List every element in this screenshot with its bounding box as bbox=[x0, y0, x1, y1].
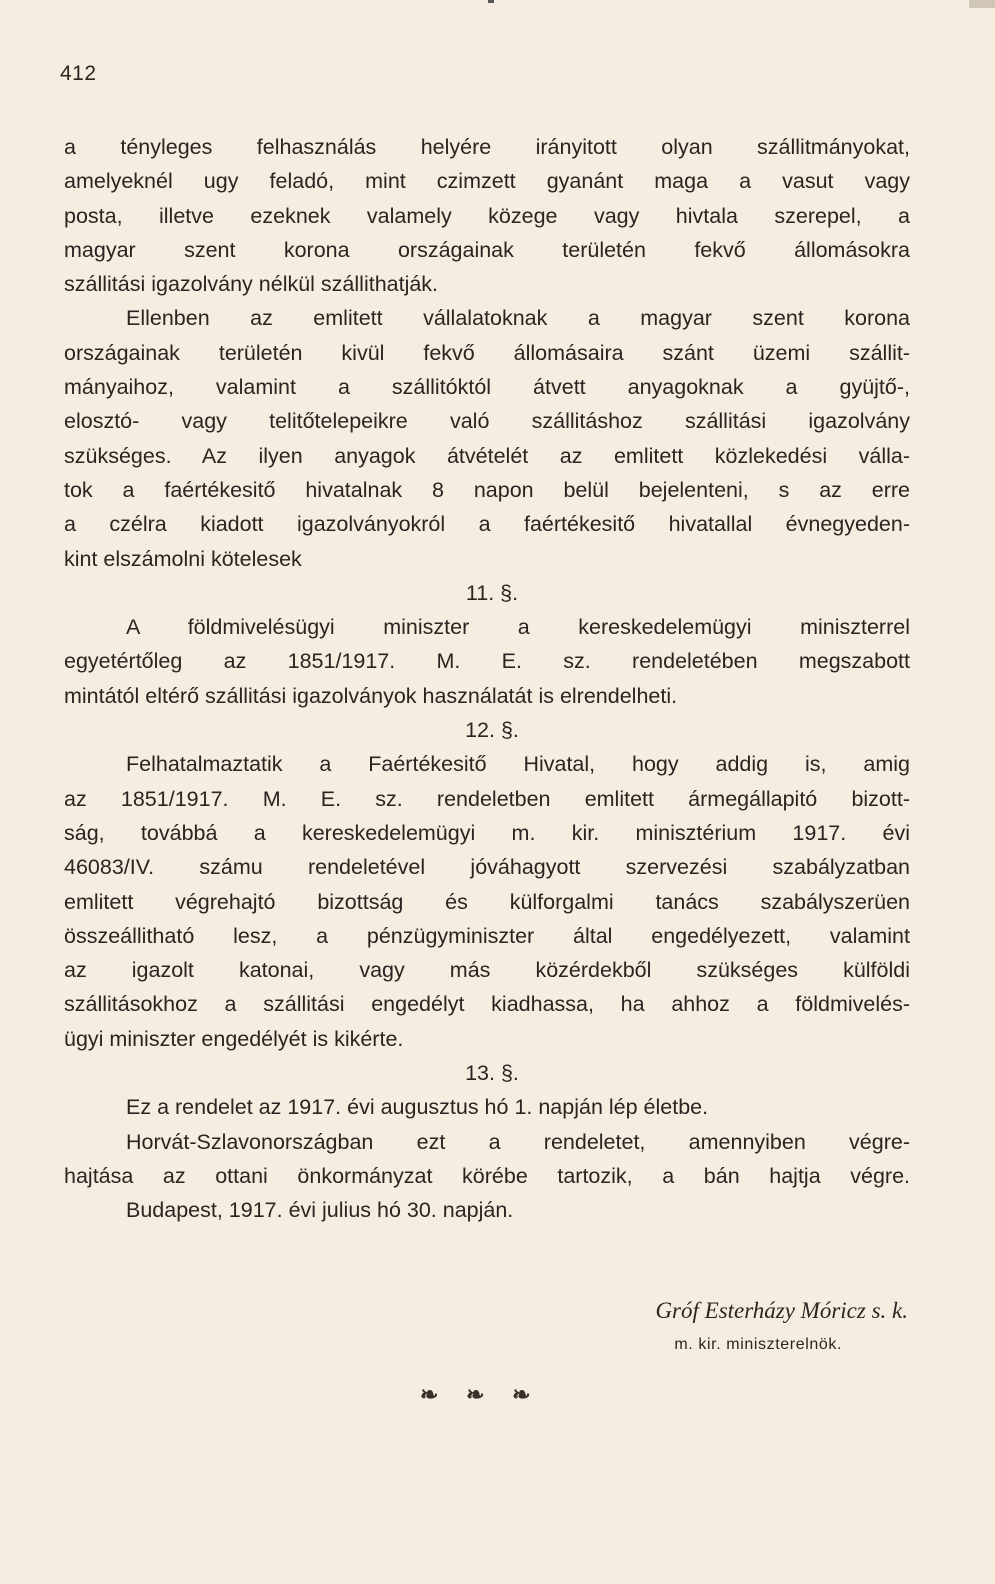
text-line: szállitási igazolvány nélkül szállithatják. bbox=[64, 272, 439, 297]
text-line: A földmivelésügyi miniszter a kereskedelemügyi miniszterrel bbox=[126, 615, 910, 640]
text-line: tok a faértékesitő hivatalnak 8 napon belül bejelenteni, s az erre bbox=[64, 477, 910, 502]
text-line: egyetértőleg az 1851/1917. M. E. sz. rendeletében megszabott bbox=[64, 649, 910, 674]
text-line: elosztó- vagy telitőtelepeikre való szállitáshoz szállitási igazolvány bbox=[64, 409, 910, 434]
text-line: mányaihoz, valamint a szállitóktól átvett anyagoknak a gyüjtő-, bbox=[64, 375, 910, 400]
text-line: szükséges. Az ilyen anyagok átvételét az emlitett közlekedési válla- bbox=[64, 443, 910, 468]
text-line: országainak területén kivül fekvő állomásaira szánt üzemi szállit- bbox=[64, 340, 910, 365]
text-line: ügyi miniszter engedélyét is kikérte. bbox=[64, 1026, 404, 1051]
text-line: ság, továbbá a kereskedelemügyi m. kir. minisztérium 1917. évi bbox=[64, 820, 910, 845]
text-line: magyar szent korona országainak területén fekvő állomásokra bbox=[64, 237, 910, 262]
text-line: 46083/IV. számu rendeletével jóváhagyott szervezési szabályzatban bbox=[64, 855, 910, 880]
text-line: a czélra kiadott igazolványokról a faértékesitő hivatallal évnegyeden- bbox=[64, 512, 910, 537]
text-line: posta, illetve ezeknek valamely közege vagy hivtala szerepel, a bbox=[64, 203, 910, 228]
text-line: Budapest, 1917. évi julius hó 30. napján. bbox=[126, 1198, 514, 1223]
text-line: Ez a rendelet az 1917. évi augusztus hó 1. napján lép életbe. bbox=[126, 1095, 709, 1120]
section-heading: 12. §. bbox=[465, 718, 519, 743]
text-line: összeállitható lesz, a pénzügyminiszter által engedélyezett, valamint bbox=[64, 923, 910, 948]
text-line: mintától eltérő szállitási igazolványok használatát is elrendelheti. bbox=[64, 683, 678, 708]
ornament-icon: ❧ ❧ ❧ bbox=[420, 1382, 541, 1408]
text-line: amelyeknél ugy feladó, mint czimzett gyanánt maga a vasut vagy bbox=[64, 169, 910, 194]
text-line: hajtása az ottani önkormányzat körébe tartozik, a bán hajtja végre. bbox=[64, 1163, 910, 1188]
scan-mark bbox=[488, 0, 494, 3]
text-line: az 1851/1917. M. E. sz. rendeletben emlitett ármegállapitó bizott- bbox=[64, 786, 910, 811]
text-line: Ellenben az emlitett vállalatoknak a magyar szent korona bbox=[126, 306, 910, 331]
body-text bbox=[64, 130, 910, 1228]
text-line: szállitásokhoz a szállitási engedélyt kiadhassa, ha ahhoz a földmivelés- bbox=[64, 992, 910, 1017]
text-line: emlitett végrehajtó bizottság és külforgalmi tanács szabályszerüen bbox=[64, 889, 910, 914]
signature-name: Gróf Esterházy Móricz s. k. bbox=[655, 1298, 908, 1323]
signature-title: m. kir. miniszterelnök. bbox=[674, 1336, 842, 1353]
section-heading: 11. §. bbox=[465, 580, 519, 605]
section-heading: 13. §. bbox=[465, 1061, 519, 1086]
page-number: 412 bbox=[60, 62, 97, 85]
text-line: Horvát-Szlavonországban ezt a rendeletet, amennyiben végre- bbox=[126, 1129, 910, 1154]
page-corner-shadow bbox=[969, 0, 995, 8]
text-line: kint elszámolni kötelesek bbox=[64, 546, 302, 571]
text-line: Felhatalmaztatik a Faértékesitő Hivatal, hogy addig is, amig bbox=[126, 752, 910, 777]
text-line: a tényleges felhasználás helyére irányitott olyan szállitmányokat, bbox=[64, 135, 910, 159]
text-line: az igazolt katonai, vagy más közérdekből szükséges külföldi bbox=[64, 958, 910, 983]
